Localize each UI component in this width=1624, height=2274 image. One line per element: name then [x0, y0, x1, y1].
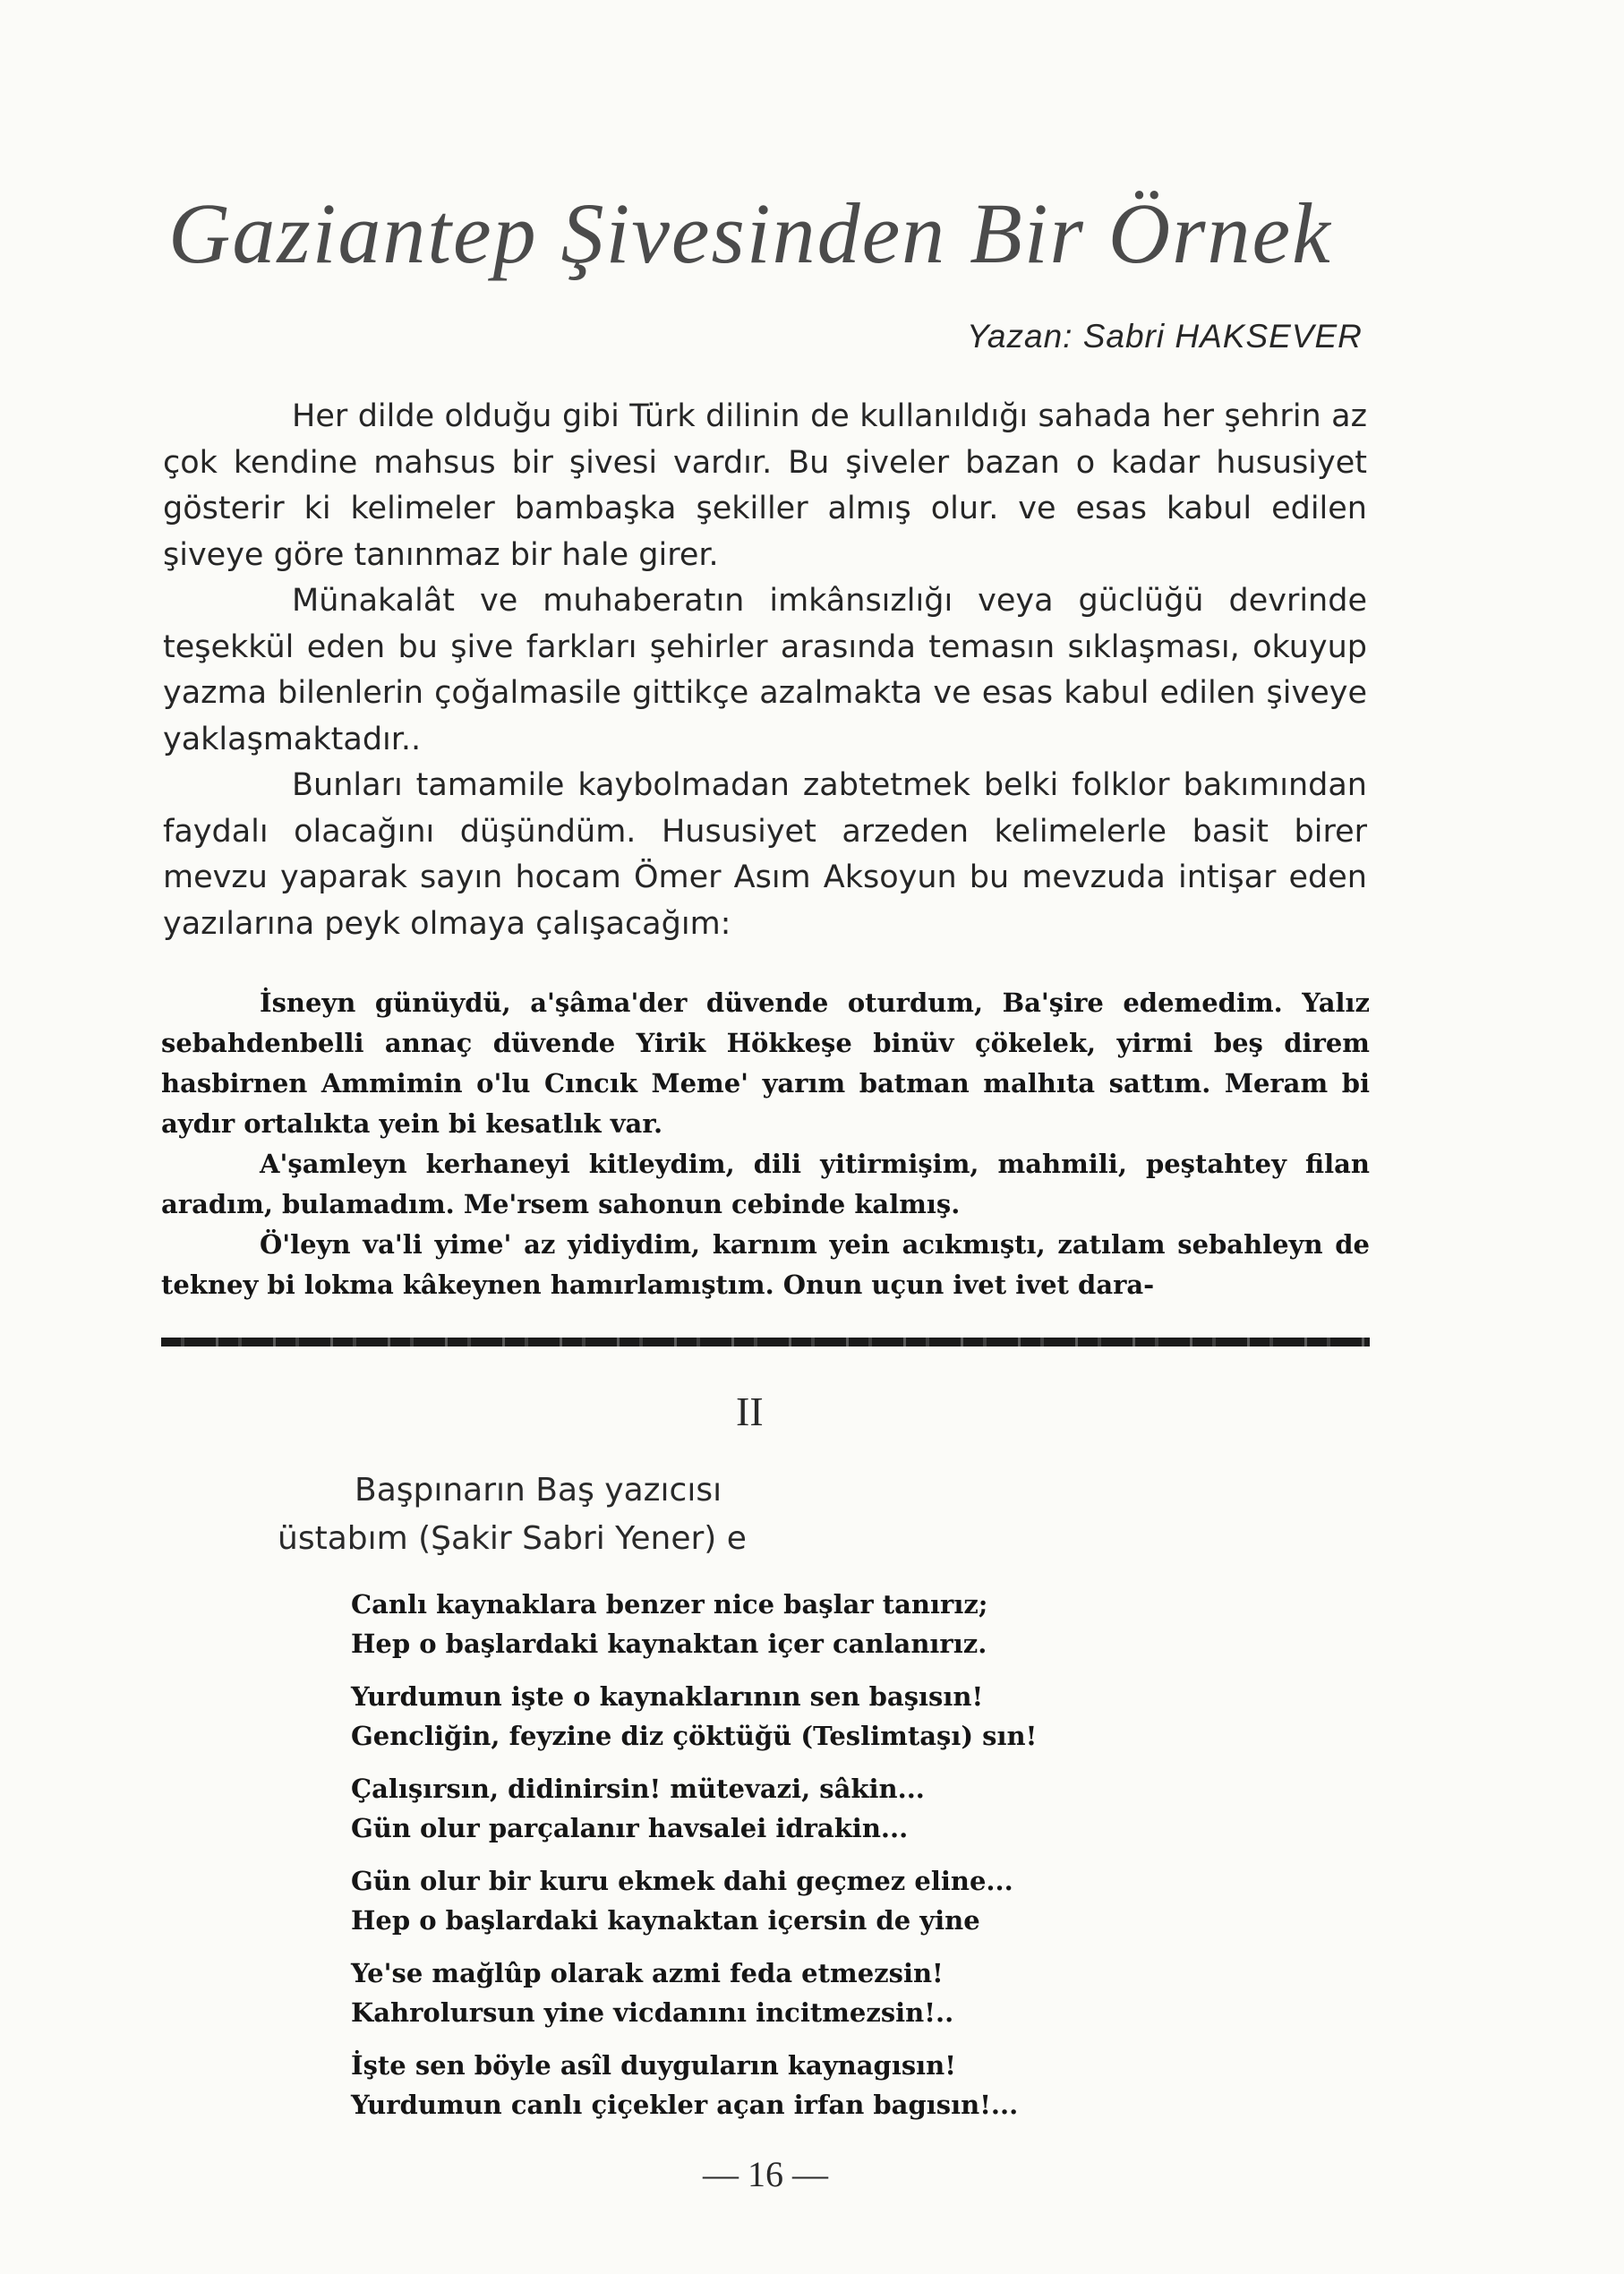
poem-stanza	[351, 1585, 1192, 1663]
poem-stanza	[351, 1861, 1192, 1940]
poem-stanza	[351, 1677, 1192, 1756]
section-divider	[161, 1338, 1370, 1346]
poem-line: Hep o başlardaki kaynaktan içer canlanırız.	[351, 1629, 987, 1659]
poem-line: Yurdumun işte o kaynaklarının sen başısın!	[351, 1681, 984, 1712]
author-byline: Yazan: Sabri HAKSEVER	[967, 318, 1363, 355]
page-number: — 16 —	[703, 2154, 828, 2194]
poem-line: Gencliğin, feyzine diz çöktüğü (Teslimtaşı) sın!	[351, 1721, 1038, 1751]
dedication-line: Başpınarın Baş yazıcısı	[355, 1472, 722, 1509]
poem-stanza	[351, 2046, 1192, 2124]
poem-line: Canlı kaynaklara benzer nice başlar tanırız;	[351, 1589, 988, 1620]
dialect-paragraph: Ö'leyn va'li yime' az yidiydim, karnım yein acıkmıştı, zatılam sebahleyn de tekney bi lokma kâkeynen hamırlamıştım. Onun uçun ivet ivet dara-	[161, 1229, 1370, 1300]
intro-paragraph: Her dilde olduğu gibi Türk dilinin de kullanıldığı sahada her şehrin az çok kendine mahsus bir şivesi vardır. Bu şiveler bazan o kadar hususiyet gösterir ki kelimeler bambaşka şekiller almış olur. ve esas kabul edilen şiveye göre tanınmaz bir hale girer.	[163, 398, 1367, 573]
poem-stanza	[351, 1953, 1192, 2032]
poem-line: Yurdumun canlı çiçekler açan irfan bagısın!...	[351, 2090, 1019, 2120]
article-title: Gaziantep Şivesinden Bir Örnek	[168, 185, 1332, 281]
intro-paragraph: Bunları tamamile kaybolmadan zabtetmek belki folklor bakımından faydalı olacağını düşündüm. Hususiyet arzeden kelimelerle basit birer mevzu yaparak sayın hocam Ömer Asım Aksoyun bu mevzuda intişar eden yazılarına peyk olmaya çalışacağım:	[163, 767, 1367, 942]
poem-stanza	[351, 1769, 1192, 1848]
poem-line: Çalışırsın, didinirsin! mütevazi, sâkin...	[351, 1774, 925, 1804]
section-number: II	[736, 1389, 764, 1434]
poem-line: Gün olur parçalanır havsalei idrakin...	[351, 1813, 909, 1843]
poem-line: Kahrolursun yine vicdanını incitmezsin!..	[351, 1997, 954, 2028]
intro-paragraph: Münakalât ve muhaberatın imkânsızlığı veya güclüğü devrinde teşekkül eden bu şive farkları şehirler arasında temasın sıklaşması, okuyup yazma bilenlerin çoğalmasile gittikçe azalmakta ve esas kabul edilen şiveye yaklaşmaktadır..	[163, 583, 1367, 757]
dialect-paragraph: İsneyn günüydü, a'şâma'der düvende oturdum, Ba'şire edemedim. Yalız sebahdenbelli annaç düvende Yirik Hökkeşe binüv çökelek, yirmi beş direm hasbirnen Ammimin o'lu Cıncık Meme' yarım batman malhıta sattım. Meram bi aydır ortalıkta yein bi kesatlık var.	[161, 987, 1370, 1139]
poem-line: Gün olur bir kuru ekmek dahi geçmez eline...	[351, 1866, 1013, 1896]
intro-text	[163, 394, 1367, 947]
dedication-line: üstabım (Şakir Sabri Yener) e	[278, 1520, 747, 1557]
dialect-paragraph: A'şamleyn kerhaneyi kitleydim, dili yitirmişim, mahmili, peştahtey filan aradım, bulamadım. Me'rsem sahonun cebinde kalmış.	[161, 1149, 1370, 1219]
poem-line: İşte sen böyle asîl duyguların kaynagısın!	[351, 2050, 956, 2081]
poem-line: Hep o başlardaki kaynaktan içersin de yine	[351, 1905, 980, 1936]
dialect-sample	[161, 983, 1370, 1305]
poem-line: Ye'se mağlûp olarak azmi feda etmezsin!	[351, 1958, 944, 1988]
poem-dedication	[278, 1466, 904, 1563]
poem	[351, 1585, 1192, 2138]
